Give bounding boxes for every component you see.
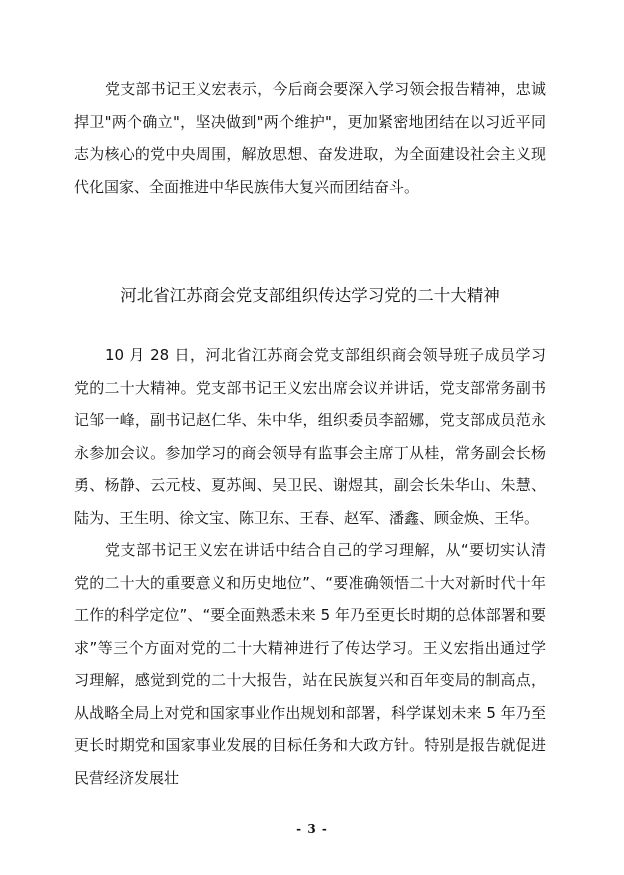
paragraph-intro: 党支部书记王义宏表示，今后商会要深入学习领会报告精神，忠诚捍卫"两个确立"，坚决做到"两个维护"，更加紧密地团结在以习近平同志为核心的党中央周围，解放思想、奋发进取，为全面建设社会主义现代化国家、全面推进中华民族伟大复兴而团结奋斗。 xyxy=(74,80,546,196)
paragraph-meeting: 10 月 28 日，河北省江苏商会党支部组织商会领导班子成员学习党的二十大精神。党支部书记王义宏出席会议并讲话，党支部常务副书记邹一峰，副书记赵仁华、朱中华，组织委员李韶娜，党支部成员范永永参加会议。参加学习的商会领导有监事会主席丁从桂，常务副会长杨勇、杨静、云元枝、夏苏闽、吴卫民、谢煜其，副会长朱华山、朱慧、陆为、王生明、徐文宝、陈卫东、王春、赵军、潘鑫、顾金焕、王华。 xyxy=(74,346,546,527)
paragraph-speech: 党支部书记王义宏在讲话中结合自己的学习理解，从“要切实认清党的二十大的重要意义和历史地位”、“要准确领悟二十大对新时代十年工作的科学定位”、“要全面熟悉未来 5 年乃至更长时期的总体部署和要求”等三个方面对党的二十大精神进行了传达学习。王义宏指出通过学习理解，感觉到党的二十大报告，站在民族复兴和百年变局的制高点，从战略全局上对党和国家事业作出规划和部署，科学谋划未来 5 年乃至更长时期党和国家事业发展的目标任务和大政方针。特别是报告就促进民营经济发展壮 xyxy=(74,541,546,787)
section-heading: 河北省江苏商会党支部组织传达学习党的二十大精神 xyxy=(120,286,500,305)
page-number: - 3 - xyxy=(296,822,328,836)
